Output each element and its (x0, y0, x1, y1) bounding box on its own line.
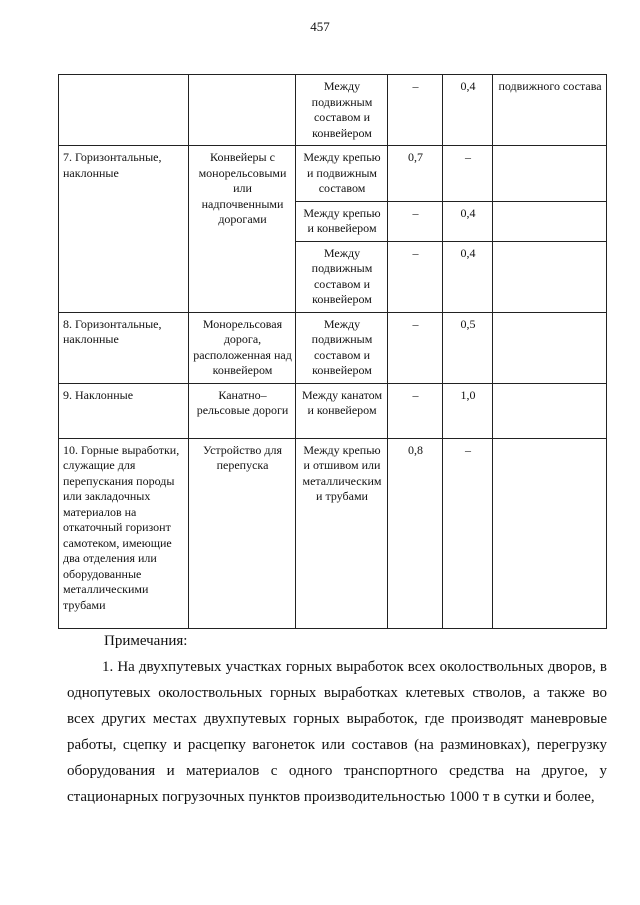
table-cell-workings: 9. Наклонные (59, 383, 189, 438)
table-row (59, 438, 607, 628)
table-cell-value-a: – (388, 383, 443, 438)
table-cell-workings (59, 75, 189, 146)
table-cell-equipment: Канатно–рельсовые дороги (189, 383, 296, 438)
table-row (59, 312, 607, 383)
table-cell-workings: 8. Горизонтальные, наклонные (59, 312, 189, 383)
table-cell-value-a: – (388, 201, 443, 241)
table-cell-workings: 10. Горные выработки, служащие для перепускания породы или закладочных материалов на откаточный горизонт самотеком, имеющие два отделения или оборудованные металлическими трубами (59, 438, 189, 628)
table-cell-between: Между крепью и конвейером (296, 201, 388, 241)
table-cell-between: Между канатом и конвейером (296, 383, 388, 438)
table-cell-note (493, 201, 607, 241)
table-cell-value-a: 0,8 (388, 438, 443, 628)
table-cell-value-b: 0,5 (443, 312, 493, 383)
table-cell-equipment: Устройство для перепуска (189, 438, 296, 628)
table-cell-value-a: – (388, 75, 443, 146)
table-row (59, 75, 607, 146)
table-cell-value-b: 1,0 (443, 383, 493, 438)
clearance-table (58, 74, 607, 629)
table-cell-value-b: – (443, 146, 493, 202)
table-cell-note (493, 146, 607, 202)
table-cell-between: Между крепью и отшивом или металлическим и трубами (296, 438, 388, 628)
table-cell-note: подвижного состава (493, 75, 607, 146)
table-cell-value-a: 0,7 (388, 146, 443, 202)
table-cell-value-a: – (388, 312, 443, 383)
table-cell-value-b: – (443, 438, 493, 628)
table-cell-between: Между подвижным составом и конвейером (296, 75, 388, 146)
notes-section (67, 628, 607, 810)
table-cell-note (493, 312, 607, 383)
table-cell-note (493, 438, 607, 628)
table-row (59, 383, 607, 438)
table-cell-note (493, 383, 607, 438)
table-cell-equipment (189, 75, 296, 146)
table-cell-value-b: 0,4 (443, 201, 493, 241)
table-cell-between: Между подвижным составом и конвейером (296, 241, 388, 312)
table-cell-workings: 7. Горизонтальные, наклонные (59, 146, 189, 313)
table-cell-value-b: 0,4 (443, 75, 493, 146)
table-row (59, 146, 607, 202)
table-cell-between: Между подвижным составом и конвейером (296, 312, 388, 383)
table-cell-note (493, 241, 607, 312)
table-cell-equipment: Монорельсовая дорога, расположенная над конвейером (189, 312, 296, 383)
table-cell-equipment: Конвейеры с монорельсовыми или надпочвенными дорогами (189, 146, 296, 313)
notes-heading: Примечания: (104, 633, 188, 649)
table-cell-value-a: – (388, 241, 443, 312)
table-cell-value-b: 0,4 (443, 241, 493, 312)
page-number: 457 (310, 19, 330, 34)
note-paragraph: 1. На двухпутевых участках горных выработок всех околоствольных дворов, в однопутевых околоствольных горных выработках клетевых стволов, а также во всех других местах двухпутевых горных выработок, где производят маневровые работы, сцепку и расцепку вагонеток или составов (на разминовках), перегрузку оборудования и материалов с одного транспортного средства на другое, у стационарных погрузочных пунктов производительностью 1000 т в сутки и более, (67, 659, 607, 805)
table-cell-between: Между крепью и подвижным составом (296, 146, 388, 202)
